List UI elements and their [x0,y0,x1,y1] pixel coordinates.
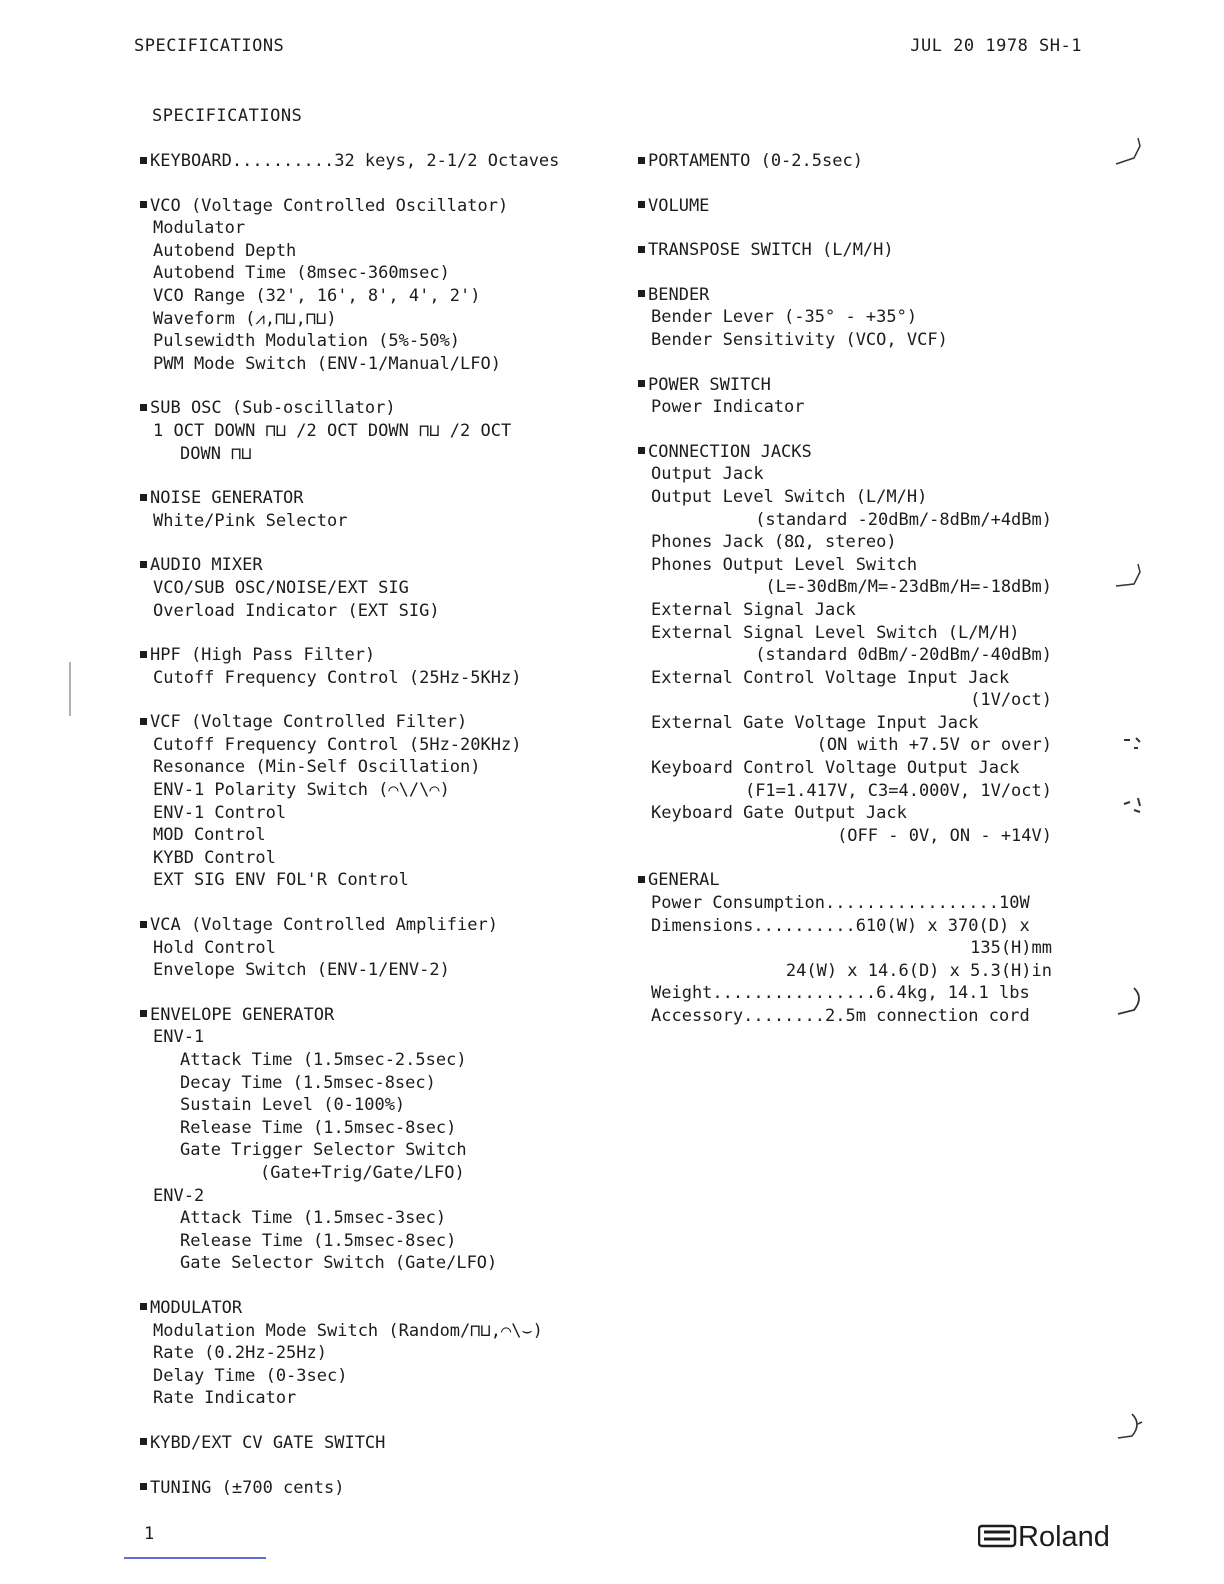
margin-scribble-4 [1120,796,1150,816]
spec-line: MOD Control [153,825,266,846]
spec-line: Keyboard Control Voltage Output Jack [651,758,1020,779]
spec-section-heading [638,150,1058,173]
spec-line: Delay Time (0-3sec) [153,1365,348,1386]
spec-section-general [638,869,1058,1027]
square-bullet-icon [140,718,147,725]
spec-line: (standard -20dBm/-8dBm/+4dBm) [755,509,1052,530]
spec-line: Hold Control [153,937,276,958]
spec-section-portamento-0-2-5sec [638,150,1058,173]
spec-heading-text: MODULATOR [150,1297,243,1318]
square-bullet-icon [638,290,645,297]
spec-line: (F1=1.417V, C3=4.000V, 1V/oct) [744,780,1052,801]
spec-section-heading [140,150,610,173]
margin-scribble-1 [1110,136,1144,170]
spec-section-heading [140,554,610,577]
square-bullet-icon [140,921,147,928]
spec-line: ENV-2 [153,1185,205,1206]
square-bullet-icon [140,1483,147,1490]
page-number: 1 [144,1524,155,1544]
spec-line: Power Indicator [651,397,805,418]
spec-line: DOWN ⊓⊔ [180,443,252,464]
spec-line: Bender Lever (-35° - +35°) [651,307,918,328]
spec-line: 1 OCT DOWN ⊓⊔ /2 OCT DOWN ⊓⊔ /2 OCT [153,420,512,441]
spec-section-heading [140,487,610,510]
spec-heading-text: NOISE GENERATOR [150,488,304,509]
square-bullet-icon [638,246,645,253]
spec-line: Output Jack [651,464,764,485]
spec-section-vca-voltage-controlled-amplifier [140,914,610,982]
spec-line: (OFF - 0V, ON - +14V) [837,825,1052,846]
square-bullet-icon [638,380,645,387]
spec-section-sub-osc-sub-oscillator [140,397,610,465]
spec-line: Rate Indicator [153,1388,297,1409]
spec-heading-text: VCA (Voltage Controlled Amplifier) [150,915,498,936]
spec-section-connection-jacks [638,441,1058,848]
spec-line: ENV-1 Polarity Switch (⌒\/\⌒) [153,780,450,801]
running-header-left: SPECIFICATIONS [134,36,285,56]
document-title: SPECIFICATIONS [152,106,303,126]
spec-line: Sustain Level (0-100%) [180,1095,406,1116]
spec-section-heading [638,195,1058,218]
spec-line: Gate Trigger Selector Switch [180,1140,467,1161]
spec-section-keyboard-32-keys-2-1-2-octaves [140,150,610,173]
right-spec-column [638,150,1058,1050]
spec-line: Gate Selector Switch (Gate/LFO) [180,1253,498,1274]
spec-section-heading [638,869,1058,892]
spec-heading-text: AUDIO MIXER [150,555,263,576]
spec-heading-text: CONNECTION JACKS [648,441,812,462]
spec-section-heading [140,1432,610,1455]
spec-line: Phones Output Level Switch [651,554,918,575]
square-bullet-icon [140,201,147,208]
spec-heading-text: KYBD/EXT CV GATE SWITCH [150,1432,386,1453]
spec-line: Resonance (Min-Self Oscillation) [153,757,481,778]
spec-heading-text: HPF (High Pass Filter) [150,645,376,666]
spec-line: VCO/SUB OSC/NOISE/EXT SIG [153,577,409,598]
square-bullet-icon [140,651,147,658]
margin-scribble-6 [1112,1410,1146,1446]
spec-section-bender [638,284,1058,352]
square-bullet-icon [140,1010,147,1017]
spec-line: Output Level Switch (L/M/H) [651,486,928,507]
spec-heading-text: ENVELOPE GENERATOR [150,1004,335,1025]
spec-heading-text: VCO (Voltage Controlled Oscillator) [150,195,509,216]
spec-line: External Gate Voltage Input Jack [651,712,979,733]
spec-line: Modulator [153,218,246,239]
spec-line: Release Time (1.5msec-8sec) [180,1230,457,1251]
spec-line: Power Consumption.................10W [651,893,1030,914]
square-bullet-icon [140,561,147,568]
square-bullet-icon [140,1438,147,1445]
spec-line: 24(W) x 14.6(D) x 5.3(H)in [785,960,1052,981]
spec-line: Keyboard Gate Output Jack [651,803,907,824]
running-header-right: JUL 20 1978 SH-1 [910,36,1082,56]
spec-heading-text: VOLUME [648,195,710,216]
spec-section-heading [140,1297,610,1320]
spec-line: Phones Jack (8Ω, stereo) [651,532,897,553]
spec-line: ENV-1 [153,1027,205,1048]
spec-line: ENV-1 Control [153,802,287,823]
spec-line: Envelope Switch (ENV-1/ENV-2) [153,960,450,981]
spec-section-heading [638,239,1058,262]
spec-line: Waveform (⩘,⊓⊔,⊓⊔) [153,308,337,329]
spec-line: Weight................6.4kg, 14.1 lbs [651,983,1030,1004]
spec-section-heading [140,1004,610,1027]
spec-line: Modulation Mode Switch (Random/⊓⊔,⌒\⌣) [153,1320,543,1341]
spec-heading-text: TRANSPOSE SWITCH (L/M/H) [648,240,894,261]
spec-section-audio-mixer [140,554,610,622]
page-edge-rule [124,1557,266,1559]
spec-section-envelope-generator [140,1004,610,1275]
margin-scribble-5 [1112,984,1146,1020]
spec-line: Attack Time (1.5msec-3sec) [180,1208,447,1229]
spec-line: 135(H)mm [970,938,1052,959]
spec-line: Cutoff Frequency Control (25Hz-5KHz) [153,667,522,688]
spec-line: (standard 0dBm/-20dBm/-40dBm) [755,645,1052,666]
spec-line: EXT SIG ENV FOL'R Control [153,870,409,891]
spec-heading-text: POWER SWITCH [648,374,771,395]
spec-line: Accessory........2.5m connection cord [651,1006,1030,1026]
square-bullet-icon [140,1303,147,1310]
spec-heading-text: PORTAMENTO (0-2.5sec) [648,151,863,171]
spec-line: VCO Range (32', 16', 8', 4', 2') [153,285,481,306]
spec-heading-text: KEYBOARD..........32 keys, 2-1/2 Octaves [150,151,560,171]
spec-line: (Gate+Trig/Gate/LFO) [260,1162,465,1183]
spec-section-heading [638,284,1058,307]
spec-section-heading [140,1477,610,1500]
roland-logo-text: Roland [1018,1521,1110,1552]
spec-line: Rate (0.2Hz-25Hz) [153,1343,327,1364]
left-spec-column [140,150,610,1521]
margin-scribble-2 [1110,562,1144,596]
spec-line: Pulsewidth Modulation (5%-50%) [153,331,461,352]
spec-line: Cutoff Frequency Control (5Hz-20KHz) [153,734,522,755]
spec-line: Overload Indicator (EXT SIG) [153,600,440,621]
spec-section-noise-generator [140,487,610,532]
spec-section-heading [638,374,1058,397]
spec-section-power-switch [638,374,1058,419]
spec-line: KYBD Control [153,847,276,868]
roland-logo [978,1518,1120,1552]
spec-line: (L=-30dBm/M=-23dBm/H=-18dBm) [765,577,1052,598]
spec-line: White/Pink Selector [153,510,348,531]
square-bullet-icon [638,157,645,164]
margin-scribble-7 [64,660,76,720]
spec-line: Bender Sensitivity (VCO, VCF) [651,329,948,350]
spec-section-kybd-ext-cv-gate-switch [140,1432,610,1455]
spec-section-heading [638,441,1058,464]
spec-heading-text: GENERAL [648,870,720,891]
spec-line: Autobend Depth [153,240,297,261]
square-bullet-icon [140,157,147,164]
spec-section-heading [140,914,610,937]
spec-heading-text: SUB OSC (Sub-oscillator) [150,398,396,419]
spec-line: Attack Time (1.5msec-2.5sec) [180,1050,467,1070]
square-bullet-icon [638,447,645,454]
spec-line: (1V/oct) [970,690,1052,711]
roland-logo-mark [979,1526,1015,1546]
spec-section-transpose-switch-l-m-h [638,239,1058,262]
square-bullet-icon [140,494,147,501]
spec-line: (ON with +7.5V or over) [816,735,1052,756]
spec-line: Dimensions..........610(W) x 370(D) x [651,915,1030,936]
square-bullet-icon [638,201,645,208]
spec-section-heading [140,711,610,734]
margin-scribble-3 [1120,734,1150,754]
spec-line: Autobend Time (8msec-360msec) [153,263,450,284]
spec-line: External Signal Jack [651,599,856,620]
square-bullet-icon [638,876,645,883]
spec-section-heading [140,644,610,667]
spec-heading-text: VCF (Voltage Controlled Filter) [150,712,468,733]
spec-section-vcf-voltage-controlled-filter [140,711,610,892]
spec-line: External Signal Level Switch (L/M/H) [651,622,1020,643]
spec-section-hpf-high-pass-filter [140,644,610,689]
spec-section-volume [638,195,1058,218]
spec-section-modulator [140,1297,610,1410]
spec-section-heading [140,195,610,218]
spec-section-vco-voltage-controlled-oscillator [140,195,610,376]
spec-line: External Control Voltage Input Jack [651,667,1010,688]
spec-line: Release Time (1.5msec-8sec) [180,1117,457,1138]
spec-line: PWM Mode Switch (ENV-1/Manual/LFO) [153,353,501,374]
spec-section-tuning-700-cents [140,1477,610,1500]
spec-line: Decay Time (1.5msec-8sec) [180,1072,436,1093]
square-bullet-icon [140,404,147,411]
spec-heading-text: BENDER [648,284,710,305]
spec-heading-text: TUNING (±700 cents) [150,1477,345,1498]
spec-section-heading [140,397,610,420]
